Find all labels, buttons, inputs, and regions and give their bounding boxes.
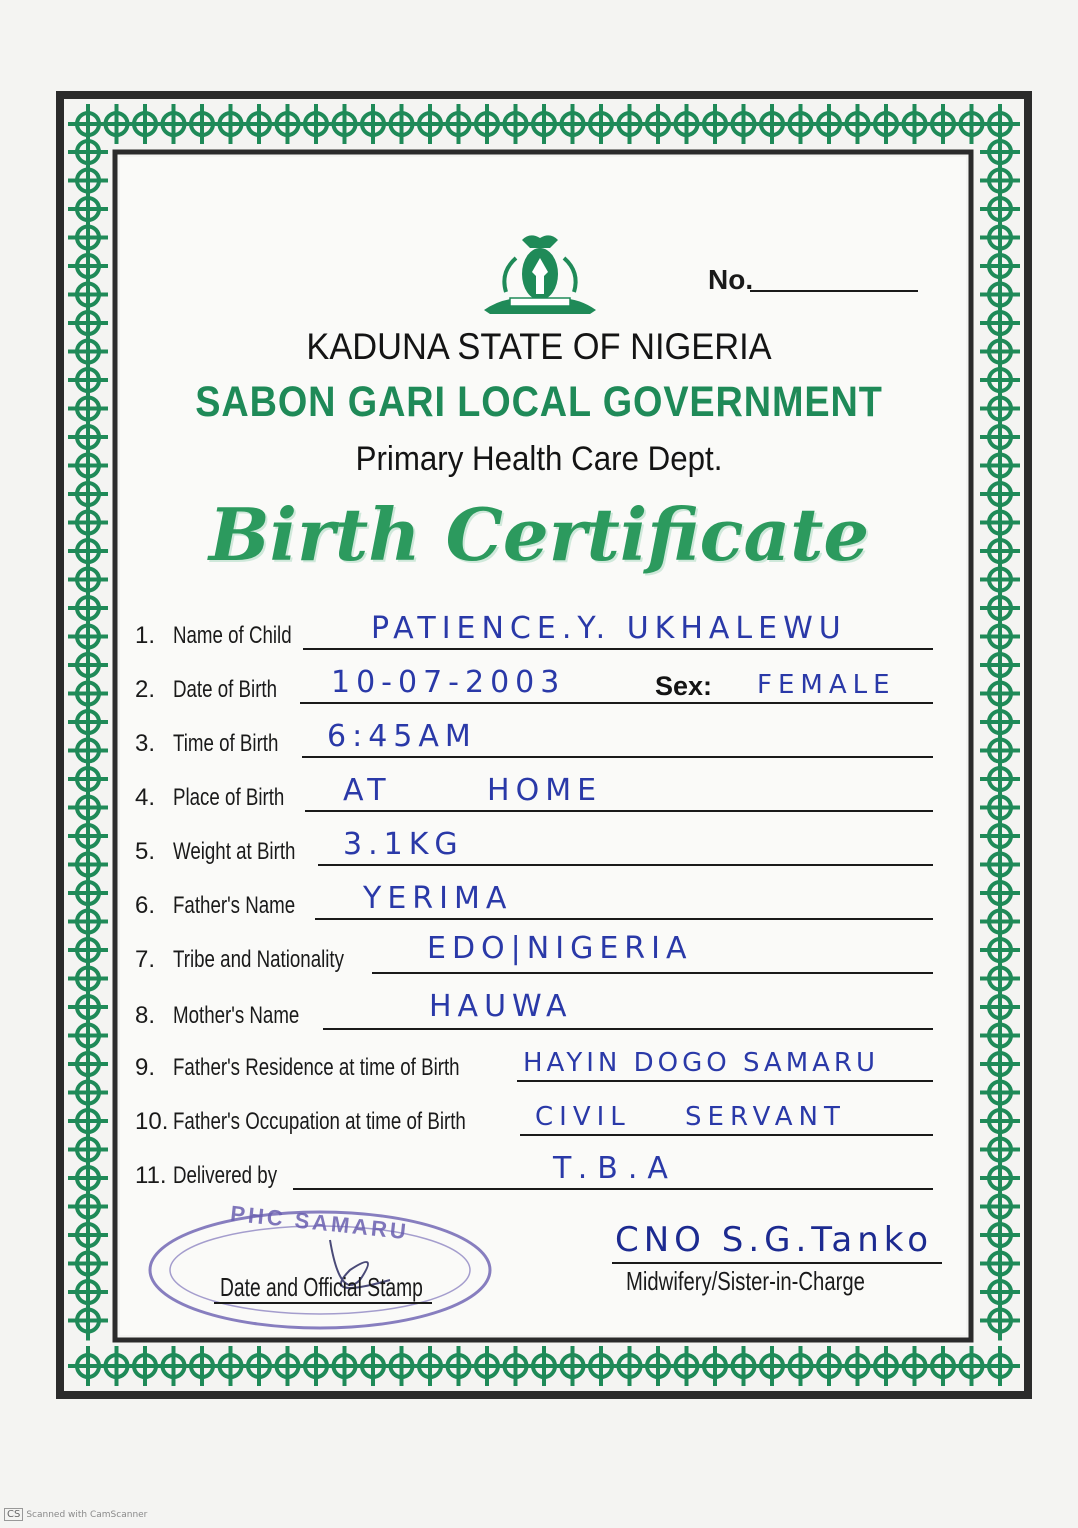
- field-mothers-name: [135, 986, 935, 1036]
- field-line: [372, 972, 933, 974]
- field-number: 7.: [135, 946, 156, 973]
- field-value: EDO|NIGERIA: [427, 931, 693, 966]
- field-number: 8.: [135, 1002, 156, 1029]
- field-line: [315, 918, 933, 920]
- stamp-text: PHC SAMARU: [229, 1200, 410, 1245]
- stamp-label: Date and Official Stamp: [220, 1272, 423, 1302]
- sex-label: Sex:: [655, 671, 713, 701]
- field-label: Father's Occupation at time of Birth: [173, 1108, 466, 1135]
- field-line: [302, 756, 933, 758]
- stamp-line: [214, 1302, 432, 1304]
- field-label: Tribe and Nationality: [173, 946, 345, 973]
- field-value: HAYIN DOGO SAMARU: [523, 1048, 880, 1078]
- field-value: 3.1KG: [343, 827, 464, 862]
- sex-value: FEMALE: [757, 670, 896, 700]
- field-label: Weight at Birth: [173, 838, 296, 865]
- certificate-title: Birth Certificate: [208, 492, 870, 577]
- field-label: Date of Birth: [173, 676, 278, 703]
- field-number: 11.: [135, 1162, 167, 1189]
- field-fathers-name: [135, 876, 935, 926]
- field-number: 3.: [135, 730, 156, 757]
- field-label: Delivered by: [173, 1162, 278, 1189]
- scanner-footer: [4, 1508, 147, 1521]
- field-weight-at-birth: [135, 822, 935, 872]
- certificate-number-label: No.: [708, 264, 754, 295]
- field-line: [300, 702, 933, 704]
- field-delivered-by: [135, 1146, 935, 1196]
- scanner-text: Scanned with CamScanner: [26, 1510, 148, 1520]
- field-number: 9.: [135, 1054, 156, 1081]
- field-tribe-and-nationality: [135, 930, 935, 980]
- field-time-of-birth: [135, 714, 935, 764]
- field-number: 10.: [135, 1108, 169, 1135]
- field-place-of-birth: [135, 768, 935, 818]
- field-date-of-birth: [135, 660, 935, 710]
- field-value: 10-07-2003: [331, 665, 566, 700]
- field-line: [293, 1188, 933, 1190]
- field-line: [305, 810, 933, 812]
- field-name-of-child: [135, 606, 935, 656]
- field-fathers-occupation: [135, 1092, 935, 1142]
- field-label: Place of Birth: [173, 784, 285, 811]
- field-value: PATIENCE.Y. UKHALEWU: [371, 611, 847, 646]
- field-line: [520, 1134, 933, 1136]
- field-number: 5.: [135, 838, 156, 865]
- field-number: 1.: [135, 622, 156, 649]
- field-number: 4.: [135, 784, 156, 811]
- field-label: Name of Child: [173, 622, 292, 649]
- field-value: 6:45AM: [327, 719, 477, 754]
- field-value: T.B.A: [553, 1151, 678, 1186]
- field-fathers-residence: [135, 1038, 935, 1088]
- department-title: Primary Health Care Dept.: [355, 440, 723, 478]
- field-value: YERIMA: [363, 881, 513, 916]
- field-label: Mother's Name: [173, 1002, 300, 1029]
- border-motif: [980, 1346, 1020, 1386]
- coat-of-arms-emblem: [470, 222, 610, 322]
- field-number: 2.: [135, 676, 156, 703]
- field-value: CIVIL SERVANT: [535, 1102, 846, 1132]
- field-label: Time of Birth: [173, 730, 279, 757]
- field-line: [323, 1028, 933, 1030]
- field-label: Father's Residence at time of Birth: [173, 1054, 460, 1081]
- field-value: AT HOME: [343, 773, 603, 808]
- field-line: [517, 1080, 933, 1082]
- signature-value: CNO S.G.Tanko: [615, 1220, 934, 1260]
- field-line: [318, 864, 933, 866]
- state-title: KADUNA STATE OF NIGERIA: [306, 326, 772, 367]
- field-value: HAUWA: [429, 989, 573, 1024]
- camscanner-logo-icon: CS: [4, 1508, 23, 1521]
- border-motif: [980, 1301, 1020, 1341]
- border-motif: [68, 1301, 108, 1341]
- signature-line: [612, 1262, 942, 1264]
- certificate-number-line: [750, 290, 918, 292]
- field-label: Father's Name: [173, 892, 296, 919]
- field-number: 6.: [135, 892, 156, 919]
- field-line: [303, 648, 933, 650]
- signature-role: Midwifery/Sister-in-Charge: [626, 1266, 865, 1296]
- local-government-title: SABON GARI LOCAL GOVERNMENT: [195, 378, 883, 426]
